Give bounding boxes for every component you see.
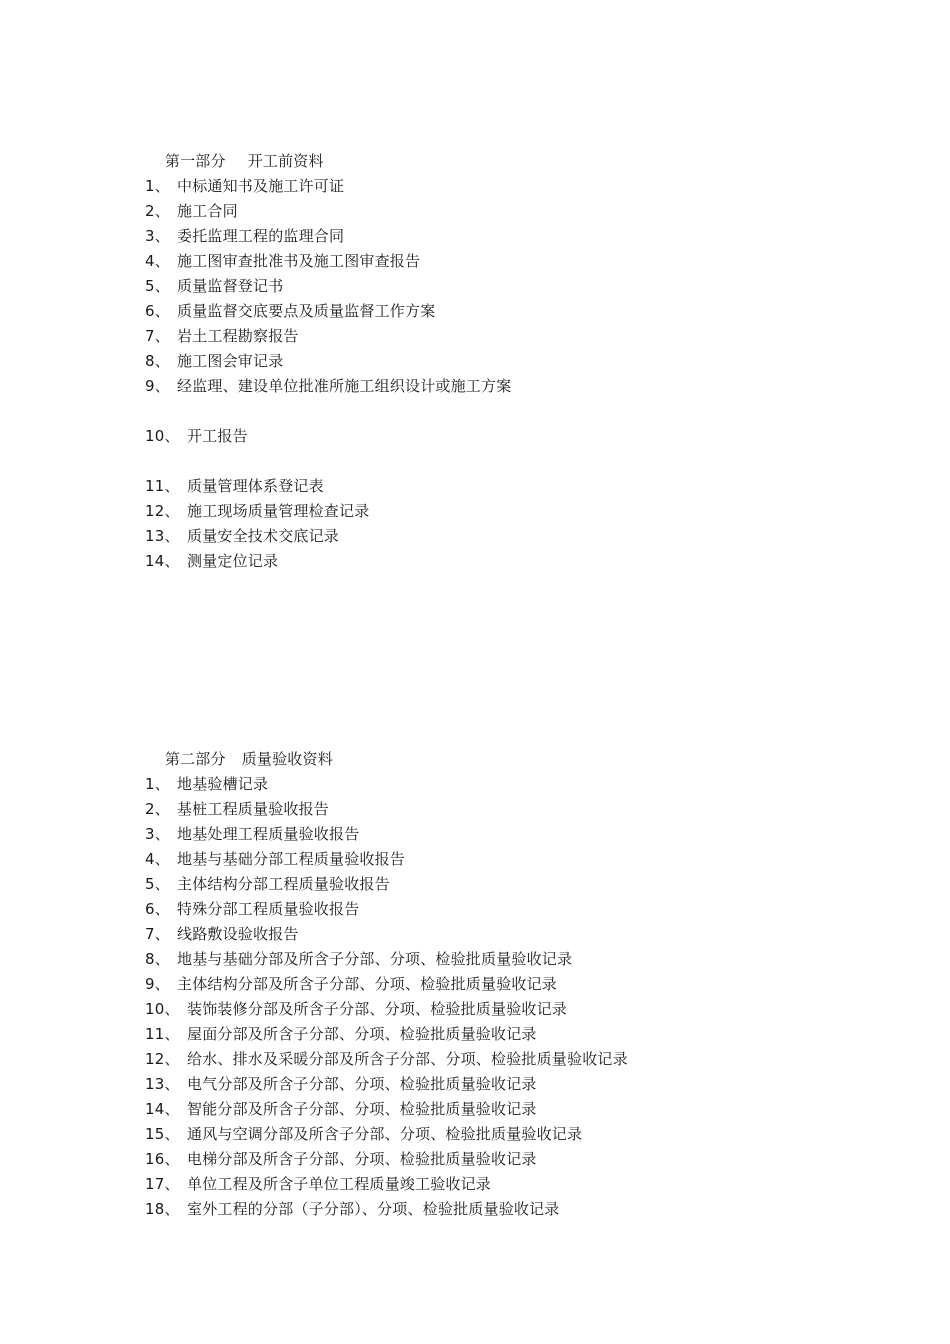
item-text: 施工合同 xyxy=(177,202,238,220)
item-text: 测量定位记录 xyxy=(187,552,279,570)
item-text: 给水、排水及采暖分部及所含子分部、分项、检验批质量验收记录 xyxy=(187,1050,628,1068)
item-number: 12、 xyxy=(145,1050,180,1068)
item-number: 9、 xyxy=(145,377,170,395)
item-number: 14、 xyxy=(145,1100,180,1118)
item-text: 质量安全技术交底记录 xyxy=(187,527,340,545)
item-number: 5、 xyxy=(145,277,170,295)
item-number: 2、 xyxy=(145,202,170,220)
list-item xyxy=(145,249,511,274)
item-text: 装饰装修分部及所含子分部、分项、检验批质量验收记录 xyxy=(187,1000,568,1018)
item-number: 6、 xyxy=(145,900,170,918)
item-number: 17、 xyxy=(145,1175,180,1193)
item-text: 中标通知书及施工许可证 xyxy=(177,177,345,195)
list-item xyxy=(145,1122,628,1147)
item-number: 7、 xyxy=(145,327,170,345)
item-number: 8、 xyxy=(145,352,170,370)
list-item xyxy=(145,1022,628,1047)
part1-list-c xyxy=(145,474,369,574)
item-number: 4、 xyxy=(145,850,170,868)
item-text: 电气分部及所含子分部、分项、检验批质量验收记录 xyxy=(187,1075,537,1093)
part2-heading xyxy=(145,722,333,768)
item-number: 10、 xyxy=(145,1000,180,1018)
item-number: 3、 xyxy=(145,825,170,843)
item-number: 5、 xyxy=(145,875,170,893)
item-number: 14、 xyxy=(145,552,180,570)
item-text: 岩土工程勘察报告 xyxy=(177,327,299,345)
part1-heading xyxy=(145,124,324,170)
item-text: 线路敷设验收报告 xyxy=(177,925,299,943)
list-item xyxy=(145,1047,628,1072)
list-item xyxy=(145,872,628,897)
list-item xyxy=(145,1072,628,1097)
part2-subtitle: 质量验收资料 xyxy=(241,750,333,768)
list-item xyxy=(145,199,511,224)
list-item xyxy=(145,299,511,324)
part1-list-b xyxy=(145,424,248,449)
part2-list xyxy=(145,772,628,1222)
item-text: 电梯分部及所含子分部、分项、检验批质量验收记录 xyxy=(187,1150,537,1168)
list-item xyxy=(145,847,628,872)
item-number: 9、 xyxy=(145,975,170,993)
item-number: 1、 xyxy=(145,177,170,195)
part1-list-a xyxy=(145,174,511,399)
list-item xyxy=(145,524,369,549)
list-item xyxy=(145,424,248,449)
item-number: 13、 xyxy=(145,527,180,545)
item-text: 施工图审查批准书及施工图审查报告 xyxy=(177,252,421,270)
list-item xyxy=(145,1147,628,1172)
item-number: 7、 xyxy=(145,925,170,943)
list-item xyxy=(145,797,628,822)
item-text: 屋面分部及所含子分部、分项、检验批质量验收记录 xyxy=(187,1025,537,1043)
list-item xyxy=(145,947,628,972)
item-number: 15、 xyxy=(145,1125,180,1143)
list-item xyxy=(145,174,511,199)
item-text: 基桩工程质量验收报告 xyxy=(177,800,330,818)
item-text: 施工图会审记录 xyxy=(177,352,284,370)
item-text: 特殊分部工程质量验收报告 xyxy=(177,900,360,918)
list-item xyxy=(145,324,511,349)
item-text: 经监理、建设单位批准所施工组织设计或施工方案 xyxy=(177,377,512,395)
list-item xyxy=(145,349,511,374)
item-text: 质量监督交底要点及质量监督工作方案 xyxy=(177,302,436,320)
item-number: 10、 xyxy=(145,427,180,445)
part1-subtitle: 开工前资料 xyxy=(247,152,324,170)
item-text: 室外工程的分部（子分部）、分项、检验批质量验收记录 xyxy=(187,1200,560,1218)
list-item xyxy=(145,474,369,499)
item-number: 18、 xyxy=(145,1200,180,1218)
item-text: 通风与空调分部及所含子分部、分项、检验批质量验收记录 xyxy=(187,1125,583,1143)
part1-title: 第一部分 xyxy=(164,152,226,170)
list-item xyxy=(145,1097,628,1122)
item-text: 地基与基础分部及所含子分部、分项、检验批质量验收记录 xyxy=(177,950,573,968)
list-item xyxy=(145,822,628,847)
item-text: 单位工程及所含子单位工程质量竣工验收记录 xyxy=(187,1175,492,1193)
item-number: 16、 xyxy=(145,1150,180,1168)
list-item xyxy=(145,274,511,299)
item-text: 智能分部及所含子分部、分项、检验批质量验收记录 xyxy=(187,1100,537,1118)
item-number: 3、 xyxy=(145,227,170,245)
item-number: 2、 xyxy=(145,800,170,818)
list-item xyxy=(145,499,369,524)
list-item xyxy=(145,1197,628,1222)
item-text: 开工报告 xyxy=(187,427,248,445)
item-text: 主体结构分部工程质量验收报告 xyxy=(177,875,390,893)
item-number: 6、 xyxy=(145,302,170,320)
part2-title: 第二部分 xyxy=(164,750,226,768)
item-number: 1、 xyxy=(145,775,170,793)
list-item xyxy=(145,997,628,1022)
item-number: 4、 xyxy=(145,252,170,270)
item-text: 委托监理工程的监理合同 xyxy=(177,227,345,245)
list-item xyxy=(145,922,628,947)
list-item xyxy=(145,897,628,922)
item-number: 12、 xyxy=(145,502,180,520)
list-item xyxy=(145,772,628,797)
list-item xyxy=(145,549,369,574)
list-item xyxy=(145,374,511,399)
item-number: 13、 xyxy=(145,1075,180,1093)
item-text: 地基验槽记录 xyxy=(177,775,269,793)
list-item xyxy=(145,972,628,997)
item-text: 质量监督登记书 xyxy=(177,277,284,295)
item-number: 8、 xyxy=(145,950,170,968)
item-text: 质量管理体系登记表 xyxy=(187,477,324,495)
list-item xyxy=(145,224,511,249)
item-text: 地基与基础分部工程质量验收报告 xyxy=(177,850,406,868)
item-text: 主体结构分部及所含子分部、分项、检验批质量验收记录 xyxy=(177,975,558,993)
item-text: 地基处理工程质量验收报告 xyxy=(177,825,360,843)
item-text: 施工现场质量管理检查记录 xyxy=(187,502,370,520)
item-number: 11、 xyxy=(145,1025,180,1043)
list-item xyxy=(145,1172,628,1197)
item-number: 11、 xyxy=(145,477,180,495)
